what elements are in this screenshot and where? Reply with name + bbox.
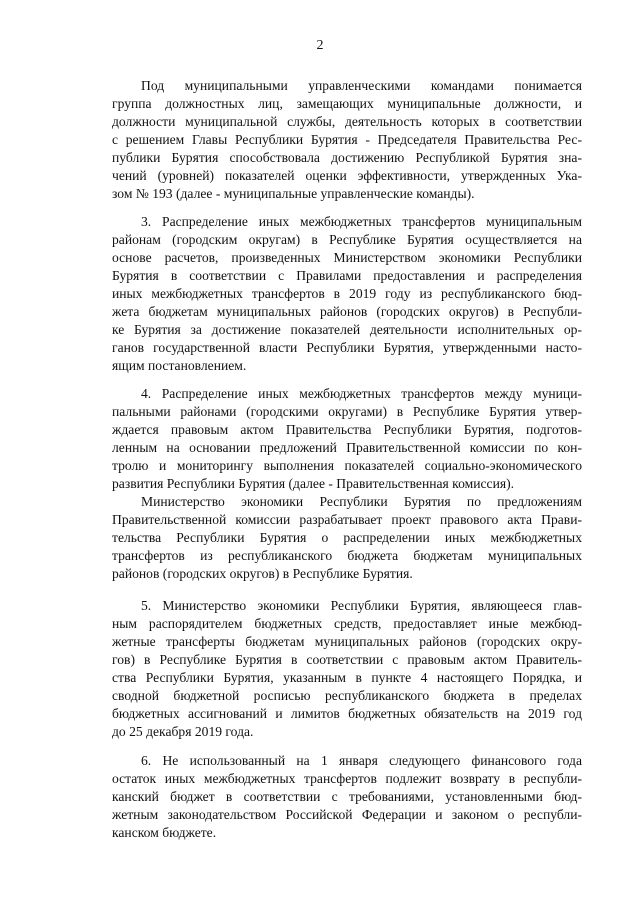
paragraph-line: ленным на основании предложений Правительственной комиссии по кон- [112, 440, 582, 455]
paragraph-line: районам (городским округам) в Республике Бурятия осуществляется на [112, 232, 582, 247]
paragraph-line: иных межбюджетных трансфертов в 2019 году из республиканского бюд- [112, 286, 582, 301]
paragraph-line: трансфертов из республиканского бюджета бюджетам муниципальных [112, 548, 582, 563]
paragraph-line: ганов государственной власти Республики Бурятия, утвержденными насто- [112, 340, 582, 355]
paragraph-line: жетные трансферты бюджетам муниципальных районов (городских окру- [112, 634, 582, 649]
paragraph-line: канский бюджет в соответствии с требованиями, установленными бюд- [112, 789, 582, 804]
paragraph-line: ке Бурятия за достижение показателей деятельности исполнительных ор- [112, 322, 582, 337]
paragraph-line: зом № 193 (далее - муниципальные управленческие команды). [112, 186, 475, 201]
paragraph-line: жета бюджетам муниципальных районов (городских округов) в Республи- [112, 304, 582, 319]
paragraph-line: публики Бурятия способствовала достижению Республикой Бурятия зна- [112, 150, 582, 165]
paragraph-line: Бурятия в соответствии с Правилами предоставления и распределения [112, 268, 582, 283]
paragraph-line: остаток иных межбюджетных трансфертов подлежит возврату в республи- [112, 771, 582, 786]
paragraph-line: Министерство экономики Республики Бурятия по предложениям [141, 494, 582, 509]
paragraph-line: развития Республики Бурятия (далее - Правительственная комиссия). [112, 476, 515, 491]
paragraph-line: 3. Распределение иных межбюджетных трансфертов муниципальным [141, 214, 582, 229]
paragraph-line: ящим постановлением. [112, 358, 247, 373]
paragraph-line: 5. Министерство экономики Республики Бурятия, являющееся глав- [141, 598, 582, 613]
paragraph-line: группа должностных лиц, замещающих муниципальные должности, и [112, 96, 582, 111]
paragraph-line: 6. Не использованный на 1 января следующего финансового года [141, 753, 582, 768]
paragraph-line: бюджетных ассигнований и лимитов бюджетных обязательств на 2019 год [112, 706, 582, 721]
paragraph-line: ждается правовым актом Правительства Республики Бурятия, подготов- [112, 422, 582, 437]
paragraph-line: чений (уровней) показателей оценки эффективности, утвержденных Ука- [112, 168, 582, 183]
paragraph-line: 4. Распределение иных межбюджетных трансфертов между муници- [141, 386, 582, 401]
paragraph-line: жетным законодательством Российской Федерации и законом о республи- [112, 807, 582, 822]
paragraph-line: основе расчетов, произведенных Министерством экономики Республики [112, 250, 582, 265]
paragraph-line: пальными районами (городскими округами) в Республике Бурятия утвер- [112, 404, 582, 419]
paragraph-line: ным распорядителем бюджетных средств, предоставляет иные межбюд- [112, 616, 582, 631]
paragraph-line: Под муниципальными управленческими командами понимается [141, 78, 582, 93]
page-number: 2 [316, 38, 324, 53]
paragraph-line: ства Республики Бурятия, указанным в пункте 4 настоящего Порядка, и [112, 670, 582, 685]
paragraph-line: районов (городских округов) в Республике Бурятия. [112, 566, 413, 581]
paragraph-line: до 25 декабря 2019 года. [112, 724, 254, 739]
paragraph-line: сводной бюджетной росписью республиканского бюджета в пределах [112, 688, 582, 703]
paragraph-line: гов) в Республике Бурятия в соответствии с правовым актом Правитель- [112, 652, 582, 667]
paragraph-line: канском бюджете. [112, 825, 217, 840]
paragraph-line: тролю и мониторингу выполнения показателей социально-экономического [112, 458, 582, 473]
paragraph-line: с решением Главы Республики Бурятия - Председателя Правительства Рес- [112, 132, 582, 147]
paragraph-line: Правительственной комиссии разрабатывает проект правового акта Прави- [112, 512, 582, 527]
paragraph-line: тельства Республики Бурятия о распределении иных межбюджетных [112, 530, 582, 545]
paragraph-line: должности муниципальной службы, деятельность которых в соответствии [112, 114, 582, 129]
